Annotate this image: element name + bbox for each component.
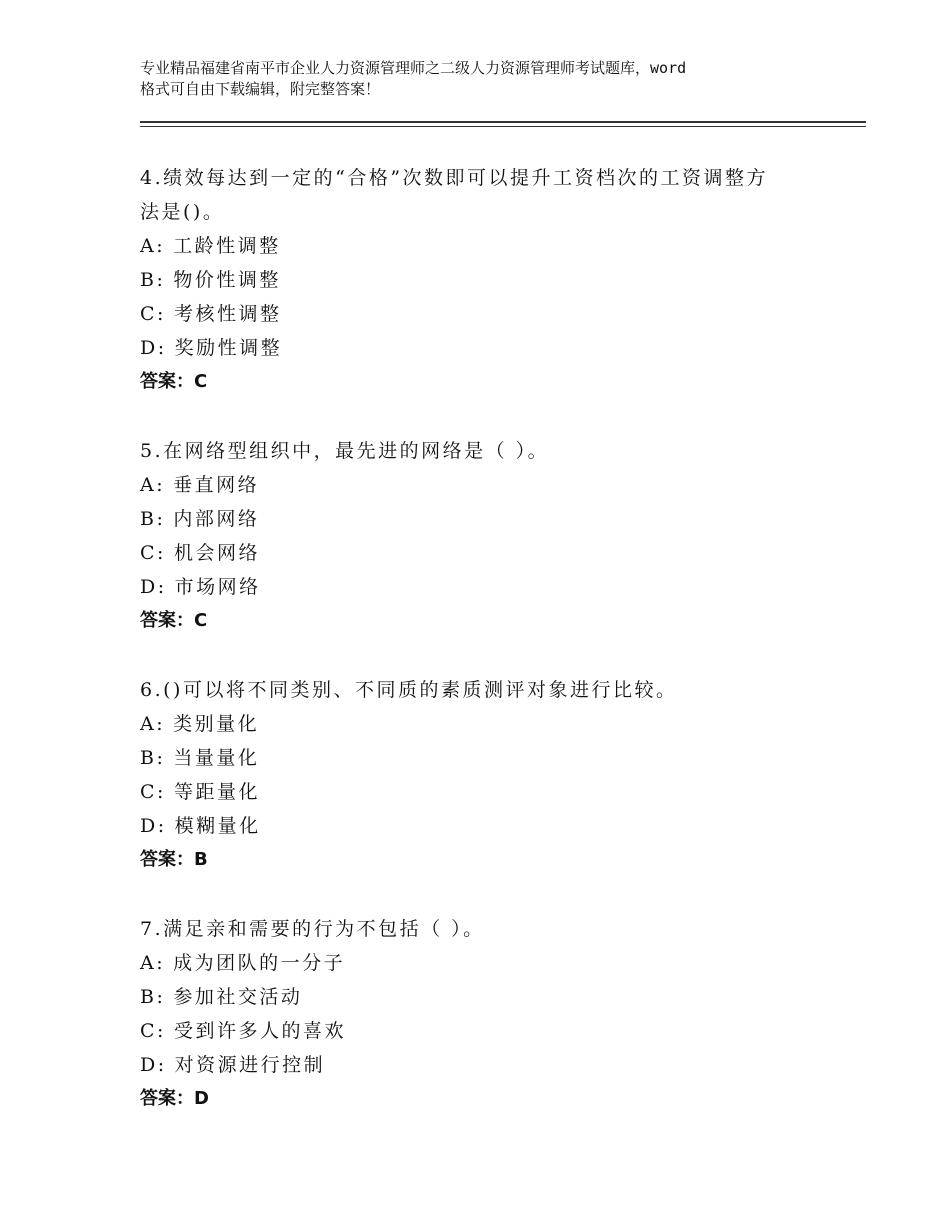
option-a — [140, 229, 820, 263]
option-a — [140, 468, 820, 502]
option-text: 物价性调整 — [173, 269, 281, 291]
question-5 — [140, 434, 820, 638]
answer-value: B — [194, 849, 208, 870]
option-b — [140, 502, 820, 536]
option-d — [140, 809, 820, 843]
option-text: 等距量化 — [173, 781, 260, 803]
option-text: 机会网络 — [173, 542, 260, 564]
option-b — [140, 741, 820, 775]
option-c — [140, 297, 820, 331]
option-b — [140, 263, 820, 297]
question-stem-line: 7.满足亲和需要的行为不包括（ ）。 — [140, 918, 485, 940]
option-letter: D: — [140, 815, 167, 837]
answer-value: C — [194, 610, 208, 631]
answer-label: 答案： — [140, 371, 194, 392]
option-c — [140, 536, 820, 570]
option-text: 成为团队的一分子 — [173, 952, 346, 974]
option-letter: A: — [140, 952, 166, 974]
option-letter: B: — [140, 986, 166, 1008]
answer-label: 答案： — [140, 1088, 194, 1109]
option-letter: A: — [140, 235, 166, 257]
option-letter: C: — [140, 1020, 166, 1042]
option-text: 市场网络 — [174, 576, 261, 598]
option-letter: B: — [140, 508, 166, 530]
option-letter: D: — [140, 1054, 167, 1076]
option-a — [140, 707, 820, 741]
answer-line — [140, 365, 820, 399]
option-a — [140, 946, 820, 980]
option-letter: A: — [140, 474, 166, 496]
header-divider-thin — [140, 126, 866, 127]
answer-line — [140, 604, 820, 638]
header-divider-thick — [140, 121, 866, 123]
option-d — [140, 331, 820, 365]
document-header — [140, 58, 840, 100]
header-line-2: 格式可自由下载编辑，附完整答案！ — [140, 80, 381, 98]
option-text: 受到许多人的喜欢 — [173, 1020, 346, 1042]
question-stem-line: 4.绩效每达到一定的“合格”次数即可以提升工资档次的工资调整方 — [140, 167, 769, 189]
option-letter: C: — [140, 542, 166, 564]
question-6 — [140, 673, 820, 877]
option-letter: C: — [140, 781, 166, 803]
answer-line — [140, 1082, 820, 1116]
answer-label: 答案： — [140, 849, 194, 870]
answer-label: 答案： — [140, 610, 194, 631]
answer-line — [140, 843, 820, 877]
question-stem-line: 法是()。 — [140, 201, 225, 223]
option-c — [140, 1014, 820, 1048]
option-letter: B: — [140, 269, 166, 291]
option-text: 对资源进行控制 — [174, 1054, 326, 1076]
option-text: 内部网络 — [173, 508, 260, 530]
option-b — [140, 980, 820, 1014]
option-d — [140, 1048, 820, 1082]
answer-value: C — [194, 371, 208, 392]
option-letter: B: — [140, 747, 166, 769]
option-text: 垂直网络 — [173, 474, 260, 496]
header-line-1: 专业精品福建省南平市企业人力资源管理师之二级人力资源管理师考试题库，word — [140, 59, 687, 77]
question-7 — [140, 912, 820, 1116]
option-c — [140, 775, 820, 809]
option-letter: C: — [140, 303, 166, 325]
option-letter: D: — [140, 337, 167, 359]
option-letter: A: — [140, 713, 166, 735]
option-text: 模糊量化 — [174, 815, 261, 837]
option-letter: D: — [140, 576, 167, 598]
option-d — [140, 570, 820, 604]
option-text: 类别量化 — [173, 713, 260, 735]
option-text: 当量量化 — [173, 747, 260, 769]
answer-value: D — [194, 1088, 209, 1109]
question-4 — [140, 161, 820, 399]
option-text: 工龄性调整 — [173, 235, 281, 257]
option-text: 奖励性调整 — [174, 337, 283, 359]
option-text: 参加社交活动 — [173, 986, 303, 1008]
question-stem-line: 5.在网络型组织中，最先进的网络是（ ）。 — [140, 440, 550, 462]
option-text: 考核性调整 — [173, 303, 282, 325]
question-stem-line: 6.()可以将不同类别、不同质的素质测评对象进行比较。 — [140, 679, 678, 701]
